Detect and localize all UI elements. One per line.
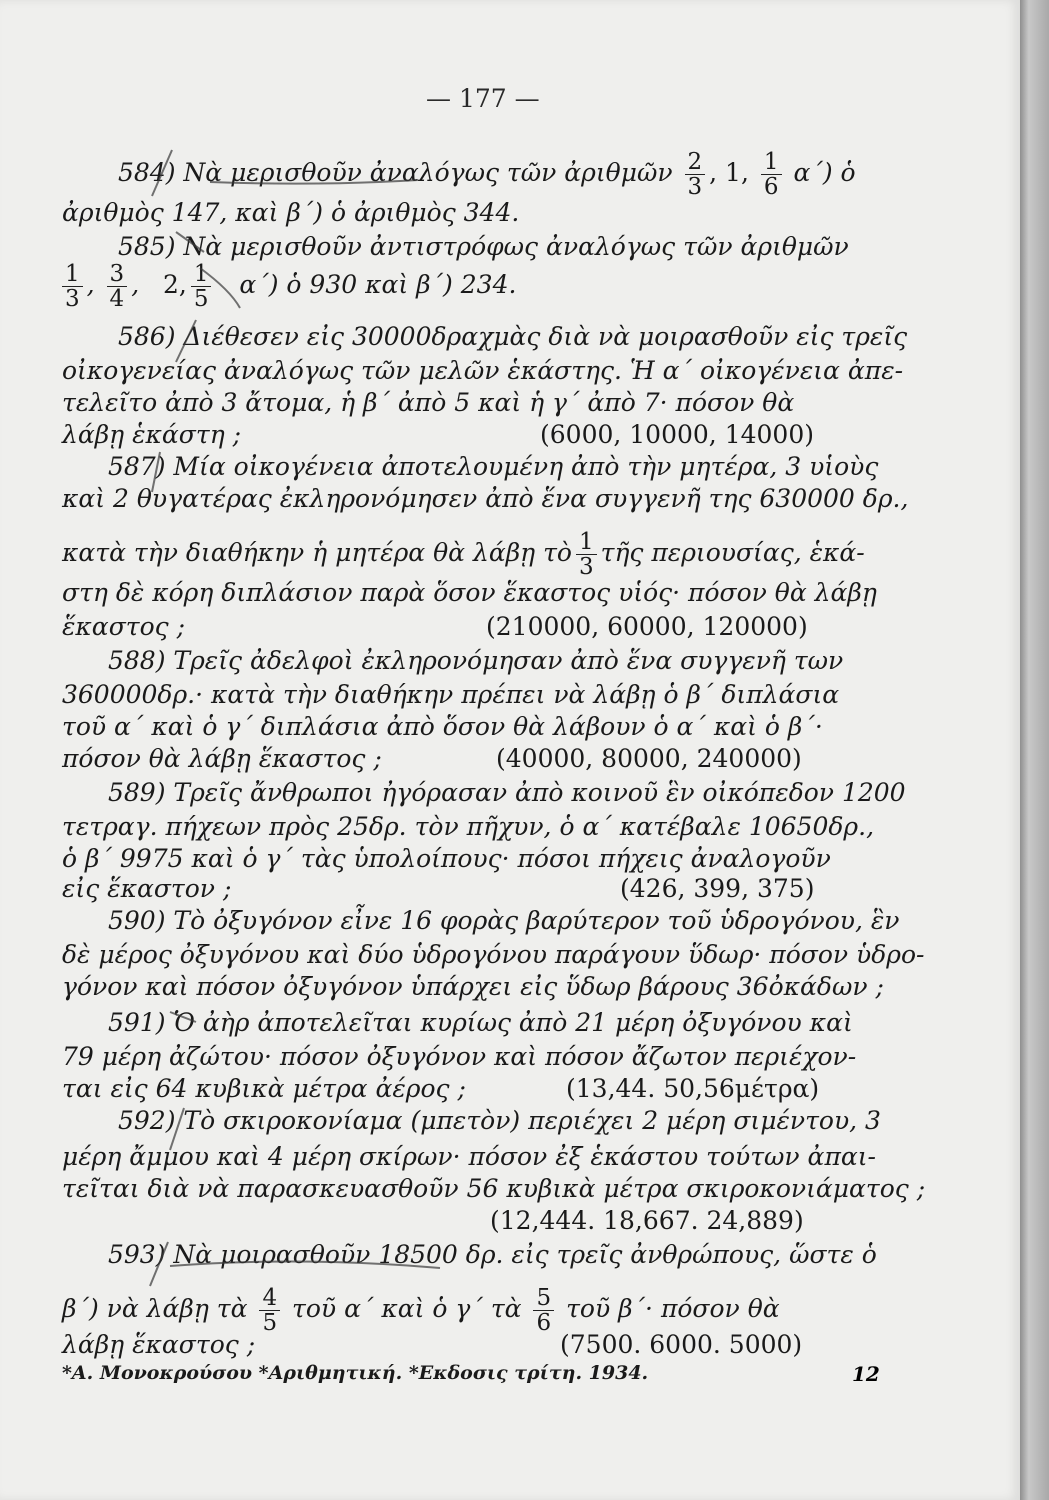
problem-587-answer: (210000, 60000, 120000) xyxy=(486,612,808,641)
problem-584-line-1: 584) Νὰ μερισθοῦν ἀναλόγως τῶν ἀριθμῶν $\frac{2}{3}$ , 1, $\frac{1}{6}$ α΄) ὁ xyxy=(118,149,856,200)
problem-591-answer: (13,44. 50,56μέτρα) xyxy=(566,1074,820,1103)
problem-590-line-2: δὲ μέρος ὀξυγόνου καὶ δύο ὑδρογόνου παράγουν ὕδωρ· πόσον ὑδρο- xyxy=(62,940,925,969)
problem-585-line-2: $\frac{1}{3}$ , $\frac{3}{4}$ , 2, $\frac{1}{5}$ α΄) ὁ 930 καὶ β΄) 234. xyxy=(58,262,516,311)
problem-588-line-2: 360000δρ.· κατὰ τὴν διαθήκην πρέπει νὰ λάβῃ ὁ β΄ διπλάσια xyxy=(62,680,840,709)
problem-587-line-5: ἕκαστος ; xyxy=(62,612,186,641)
footer-citation: *Α. Μονοκρούσου *Αριθμητική. *Εκδοσις τρίτη. 1934. xyxy=(62,1362,649,1384)
problem-588-line-4: πόσον θὰ λάβῃ ἕκαστος ; xyxy=(62,744,382,773)
problem-587-line-1: 587) Μία οἰκογένεια ἀποτελουμένη ἀπὸ τὴν μητέρα, 3 υἱοὺς xyxy=(108,452,879,481)
problem-586-line-2: οἰκογενείας ἀναλόγως τῶν μελῶν ἑκάστης. Ἡ α΄ οἰκογένεια ἀπε- xyxy=(62,356,904,385)
problem-588-line-1: 588) Τρεῖς ἀδελφοὶ ἐκληρονόμησαν ἀπὸ ἕνα συγγενῆ των xyxy=(108,646,844,675)
pen-tick-593 xyxy=(150,1242,168,1286)
problem-591-line-3: ται εἰς 64 κυβικὰ μέτρα ἀέρος ; xyxy=(62,1074,466,1103)
fraction: $\frac{1}{6}$ xyxy=(761,150,782,199)
fraction: $\frac{4}{5}$ xyxy=(259,1286,280,1335)
problem-586-answer: (6000, 10000, 14000) xyxy=(540,420,814,449)
pen-tick-584 xyxy=(152,150,172,196)
problem-586-line-1: 586) Διέθεσεν εἰς 30000δραχμὰς διὰ νὰ μοιρασθοῦν εἰς τρεῖς xyxy=(118,322,908,351)
problem-590-line-3: γόνον καὶ πόσον ὀξυγόνον ὑπάρχει εἰς ὕδωρ βάρους 36ὀκάδων ; xyxy=(62,972,884,1001)
problem-589-line-3: ὁ β΄ 9975 καὶ ὁ γ΄ τὰς ὑπολοίπους· πόσοι πήχεις ἀναλογοῦν xyxy=(62,844,831,873)
problem-589-line-2: τετραγ. πήχεων πρὸς 25δρ. τὸν πῆχυν, ὁ α΄ κατέβαλε 10650δρ., xyxy=(62,812,875,841)
problem-588-answer: (40000, 80000, 240000) xyxy=(496,744,802,773)
problem-591-line-2: 79 μέρη ἀζώτου· πόσον ὀξυγόνον καὶ πόσον ἄζωτον περιέχον- xyxy=(62,1042,857,1071)
problem-584-line-2: ἀριθμὸς 147, καὶ β΄) ὁ ἀριθμὸς 344. xyxy=(62,198,520,227)
problem-589-line-1: 589) Τρεῖς ἄνθρωποι ἠγόρασαν ἀπὸ κοινοῦ ἓν οἰκόπεδον 1200 xyxy=(108,778,906,807)
problem-589-line-4: εἰς ἕκαστον ; xyxy=(62,874,232,903)
pen-tick-586 xyxy=(176,320,196,362)
problem-586-line-4: λάβῃ ἑκάστη ; xyxy=(62,420,242,449)
pen-tick-587 xyxy=(152,452,160,492)
problem-592-line-3: τεῖται διὰ νὰ παρασκευασθοῦν 56 κυβικὰ μέτρα σκιροκονιάματος ; xyxy=(62,1174,926,1203)
fraction: $\frac{1}{3}$ xyxy=(62,262,83,311)
problem-586-line-3: τελεῖτο ἀπὸ 3 ἄτομα, ἡ β΄ ἀπὸ 5 καὶ ἡ γ΄ ἀπὸ 7· πόσον θὰ xyxy=(62,388,795,417)
fraction: $\frac{3}{4}$ xyxy=(107,262,128,311)
page-number: — 177 — xyxy=(426,84,540,113)
pen-tick-585 xyxy=(176,232,204,252)
problem-588-line-3: τοῦ α΄ καὶ ὁ γ΄ διπλάσια ἀπὸ ὅσον θὰ λάβουν ὁ α΄ καὶ ὁ β΄· xyxy=(62,712,823,741)
problem-593-line-2: β΄) νὰ λάβῃ τὰ $\frac{4}{5}$ τοῦ α΄ καὶ ὁ γ΄ τὰ $\frac{5}{6}$ τοῦ β΄· πόσον θὰ xyxy=(62,1285,780,1336)
problem-593-answer: (7500. 6000. 5000) xyxy=(560,1330,803,1359)
problem-587-line-3: κατὰ τὴν διαθήκην ἡ μητέρα θὰ λάβῃ τὸ $\frac{1}{3}$ τῆς περιουσίας, ἑκά- xyxy=(62,529,865,580)
fraction: $\frac{1}{5}$ xyxy=(191,262,212,311)
pen-tick-592 xyxy=(170,1108,184,1150)
fraction: $\frac{5}{6}$ xyxy=(533,1286,554,1335)
pen-underline-584 xyxy=(210,180,418,184)
page-edge xyxy=(1020,0,1049,1500)
pen-underline-593 xyxy=(170,1261,440,1268)
fraction: $\frac{1}{3}$ xyxy=(576,530,597,579)
problem-592-answer: (12,444. 18,667. 24,889) xyxy=(490,1206,804,1235)
problem-587-line-4: στη δὲ κόρη διπλάσιον παρὰ ὅσον ἕκαστος υἱός· πόσον θὰ λάβῃ xyxy=(62,578,877,607)
problem-587-line-2: καὶ 2 θυγατέρας ἐκληρονόμησεν ἀπὸ ἕνα συγγενῆ της 630000 δρ., xyxy=(62,484,909,513)
footer-signature-number: 12 xyxy=(852,1362,880,1386)
problem-593-line-1: 593) Νὰ μοιρασθοῦν 18500 δρ. εἰς τρεῖς ἀνθρώπους, ὥστε ὁ xyxy=(108,1240,877,1269)
problem-592-line-2: μέρη ἄμμου καὶ 4 μέρη σκίρων· πόσον ἐξ ἑκάστου τούτων ἀπαι- xyxy=(62,1142,877,1171)
pen-tick-591 xyxy=(170,1012,196,1022)
problem-592-line-1: 592) Τὸ σκιροκονίαμα (μπετὸν) περιέχει 2 μέρη σιμέντου, 3 xyxy=(118,1106,881,1135)
problem-585-line-1: 585) Νὰ μερισθοῦν ἀντιστρόφως ἀναλόγως τῶν ἀριθμῶν xyxy=(118,232,849,261)
problem-590-line-1: 590) Τὸ ὀξυγόνον εἶνε 16 φορὰς βαρύτερον τοῦ ὑδρογόνου, ἓν xyxy=(108,906,900,935)
problem-591-line-1: 591) Ὁ ἀὴρ ἀποτελεῖται κυρίως ἀπὸ 21 μέρη ὀξυγόνου καὶ xyxy=(108,1008,853,1037)
pen-curve-585 xyxy=(200,268,240,308)
problem-593-line-3: λάβῃ ἕκαστος ; xyxy=(62,1330,256,1359)
fraction: $\frac{2}{3}$ xyxy=(685,150,706,199)
problem-589-answer: (426, 399, 375) xyxy=(620,874,815,903)
